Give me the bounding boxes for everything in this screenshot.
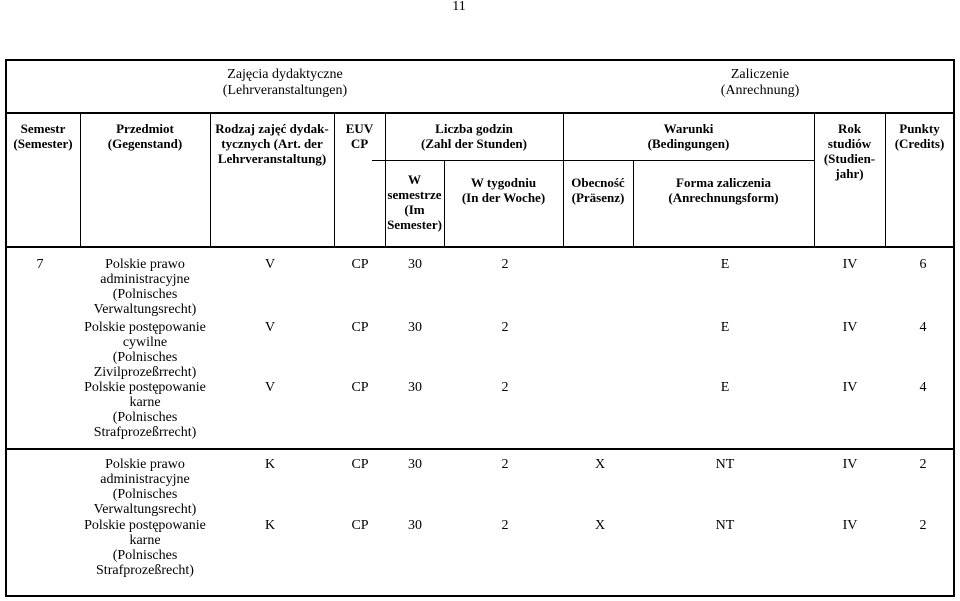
group-header-line: Zajęcia dydaktyczne [227,67,343,82]
group-header-lehrveranstaltungen [130,67,440,99]
header-line: semestrze [387,187,442,202]
page-number: 11 [452,0,466,14]
cell-hours-week: 2 [501,518,509,533]
cell-rodzaj: V [264,380,276,395]
header-line: (Studien- [823,151,876,166]
cell-rodzaj: K [264,518,276,533]
header-line: (Gegenstand) [107,136,183,151]
cell-hours-semester: 30 [408,457,422,472]
group-header-line: (Lehrveranstaltungen) [222,83,348,98]
cell-rok: IV [842,518,858,533]
cell-punkty: 2 [919,518,927,533]
cell-obecnosc: X [594,457,606,472]
cell-punkty: 4 [919,380,927,395]
cell-euv: CP [351,457,369,472]
subject-name [80,320,210,380]
header-line: Semester) [387,217,442,232]
subject-line: (Polnisches [112,410,178,425]
group-header-line: Zaliczenie [730,67,790,82]
cell-euv: CP [351,257,369,272]
header-line: Warunki [663,121,714,136]
subject-name [80,380,210,440]
header-line: (Credits) [894,136,945,151]
cell-forma: NT [715,457,735,472]
subject-line: Polskie postępowanie [84,518,206,533]
cell-rok: IV [842,380,858,395]
header-punkty [885,121,954,151]
cell-punkty: 2 [919,457,927,472]
cell-forma: E [720,257,730,272]
subject-line: Polskie prawo [105,257,185,272]
header-line: Przedmiot [116,121,174,136]
cell-hours-semester: 30 [408,518,422,533]
subject-line: (Polnisches [112,350,178,365]
header-line: Punkty [899,121,940,136]
subject-line: karne [129,395,161,410]
header-line: (Präsenz) [571,190,625,205]
cell-euv: CP [351,518,369,533]
header-line: (Bedingungen) [647,136,730,151]
header-line: Obecność [571,175,625,190]
subject-line: Polskie postępowanie [84,320,206,335]
cell-punkty: 4 [919,320,927,335]
subject-line: Strafprozeßrrecht) [93,425,197,440]
header-euv [334,121,385,151]
cell-rodzaj: V [264,320,276,335]
subject-line: (Polnisches [112,487,178,502]
section-divider [6,448,954,450]
subject-name [80,518,210,578]
header-line: Liczba godzin [435,121,513,136]
header-line: Rodzaj zajęć dydak- [215,121,329,136]
cell-rok: IV [842,257,858,272]
header-line: (Anrechnungsform) [668,190,779,205]
header-line: studiów [827,136,872,151]
header-rodzaj [210,121,334,166]
subject-line: administracyjne [100,472,190,487]
cell-forma: E [720,380,730,395]
cell-euv: CP [351,320,369,335]
header-divider [6,112,954,114]
cell-hours-week: 2 [501,380,509,395]
subject-line: (Polnisches [112,548,178,563]
subject-line: Polskie postępowanie [84,380,206,395]
header-line: (Semester) [13,136,73,151]
header-liczba-godzin [385,121,563,151]
header-semestr [6,121,80,151]
subheader-divider-hours [372,160,570,161]
header-line: EUV [345,121,374,136]
semester-number: 7 [36,257,44,272]
cell-rodzaj: K [264,457,276,472]
subject-line: cywilne [122,335,168,350]
subject-line: Verwaltungsrecht) [93,502,197,517]
cell-hours-semester: 30 [408,320,422,335]
cell-hours-week: 2 [501,320,509,335]
subject-name [80,257,210,317]
header-obecnosc [563,175,633,205]
subject-line: Strafprozeßrecht) [96,563,194,578]
header-w-tygodniu [444,175,563,205]
header-w-semestrze [385,172,444,232]
cell-hours-week: 2 [501,257,509,272]
subject-line: (Polnisches [112,287,178,302]
cell-euv: CP [351,380,369,395]
cell-rok: IV [842,320,858,335]
header-warunki [563,121,814,151]
header-line: Forma zaliczenia [676,175,771,190]
group-header-line: (Anrechnung) [720,83,800,98]
header-line: CP [350,136,369,151]
cell-obecnosc: X [594,518,606,533]
header-line: Semestr [20,121,66,136]
cell-rodzaj: V [264,257,276,272]
header-forma [633,175,814,205]
header-rok [814,121,885,181]
header-line: (In der Woche) [461,190,546,205]
cell-rok: IV [842,457,858,472]
subject-line: Zivilprozeßrrecht) [93,365,197,380]
header-przedmiot [80,121,210,151]
header-line: Lehrveranstaltung) [217,151,327,166]
subject-line: administracyjne [100,272,190,287]
cell-forma: NT [715,518,735,533]
subject-name [80,457,210,517]
subject-line: Polskie prawo [105,457,185,472]
cell-hours-semester: 30 [408,257,422,272]
cell-punkty: 6 [919,257,927,272]
cell-forma: E [720,320,730,335]
header-line: (Im [404,202,425,217]
group-header-anrechnung [640,67,880,99]
header-line: jahr) [835,166,864,181]
header-line: (Zahl der Stunden) [421,136,527,151]
subject-line: karne [129,533,161,548]
header-body-divider [6,246,954,248]
subject-line: Verwaltungsrecht) [93,302,197,317]
header-line: tycznych (Art. der [221,136,323,151]
cell-hours-week: 2 [501,457,509,472]
header-line: W [408,172,421,187]
header-line: Rok [837,121,862,136]
cell-hours-semester: 30 [408,380,422,395]
header-line: W tygodniu [470,175,537,190]
subheader-divider-conditions [562,160,815,161]
